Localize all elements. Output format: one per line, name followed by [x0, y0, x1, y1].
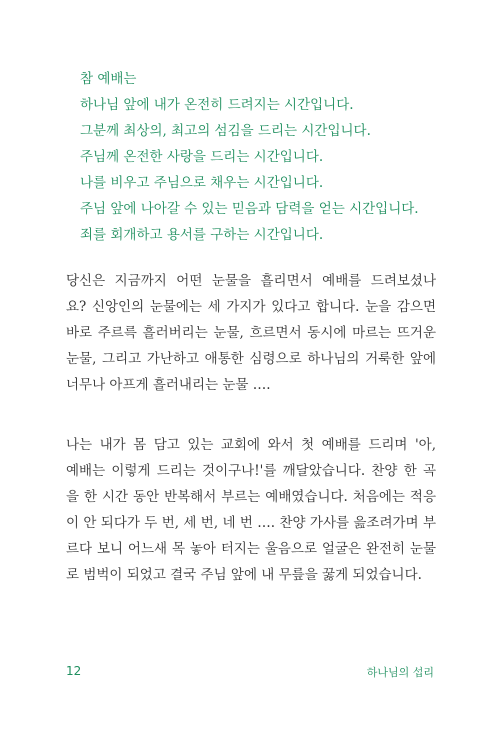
intro-line: 주님께 온전한 사랑을 드리는 시간입니다.	[80, 149, 324, 165]
paragraph-line: 이 안 되다가 두 번, 세 번, 네 번 …. 찬양 가사를 읊조려가며 부	[66, 515, 436, 531]
intro-line: 죄를 회개하고 용서를 구하는 시간입니다.	[80, 227, 324, 243]
paragraph-line: 눈물, 그리고 가난하고 애통한 심령으로 하나님의 거룩한 앞에	[66, 351, 436, 367]
intro-line: 참 예배는	[80, 71, 137, 87]
paragraph-line: 을 한 시간 동안 반복해서 부르는 예배였습니다. 처음에는 적응	[66, 489, 436, 505]
body-paragraph-2	[66, 432, 436, 588]
paragraph-line: 로 범벅이 되었고 결국 주님 앞에 내 무릎을 꿇게 되었습니다.	[66, 567, 422, 583]
paragraph-line: 르다 보니 어느새 목 놓아 터지는 울음으로 얼굴은 완전히 눈물	[66, 541, 436, 557]
paragraph-line: 요? 신앙인의 눈물에는 세 가지가 있다고 합니다. 눈을 감으면	[66, 299, 436, 315]
paragraph-line: 예배는 이렇게 드리는 것이구나!'를 깨달았습니다. 찬양 한 곡	[66, 463, 436, 479]
intro-line: 나를 비우고 주님으로 채우는 시간입니다.	[80, 175, 324, 191]
body-paragraph-1	[66, 268, 436, 398]
page-number: 12	[66, 664, 82, 678]
intro-line: 주님 앞에 나아갈 수 있는 믿음과 담력을 얻는 시간입니다.	[80, 201, 419, 217]
paragraph-line: 바로 주르륵 흘러버리는 눈물, 흐르면서 동시에 마르는 뜨거운	[66, 325, 436, 341]
paragraph-line: 나는 내가 몸 담고 있는 교회에 와서 첫 예배를 드리며 '아,	[66, 437, 436, 453]
paragraph-line: 당신은 지금까지 어떤 눈물을 흘리면서 예배를 드려보셨나	[66, 273, 436, 289]
paragraph-line: 너무나 아프게 흘러내리는 눈물 ….	[66, 377, 271, 393]
running-title: 하나님의 섭리	[366, 666, 434, 679]
intro-verse	[80, 66, 440, 248]
intro-line: 그분께 최상의, 최고의 섬김을 드리는 시간입니다.	[80, 123, 371, 139]
intro-line: 하나님 앞에 내가 온전히 드려지는 시간입니다.	[80, 97, 354, 113]
